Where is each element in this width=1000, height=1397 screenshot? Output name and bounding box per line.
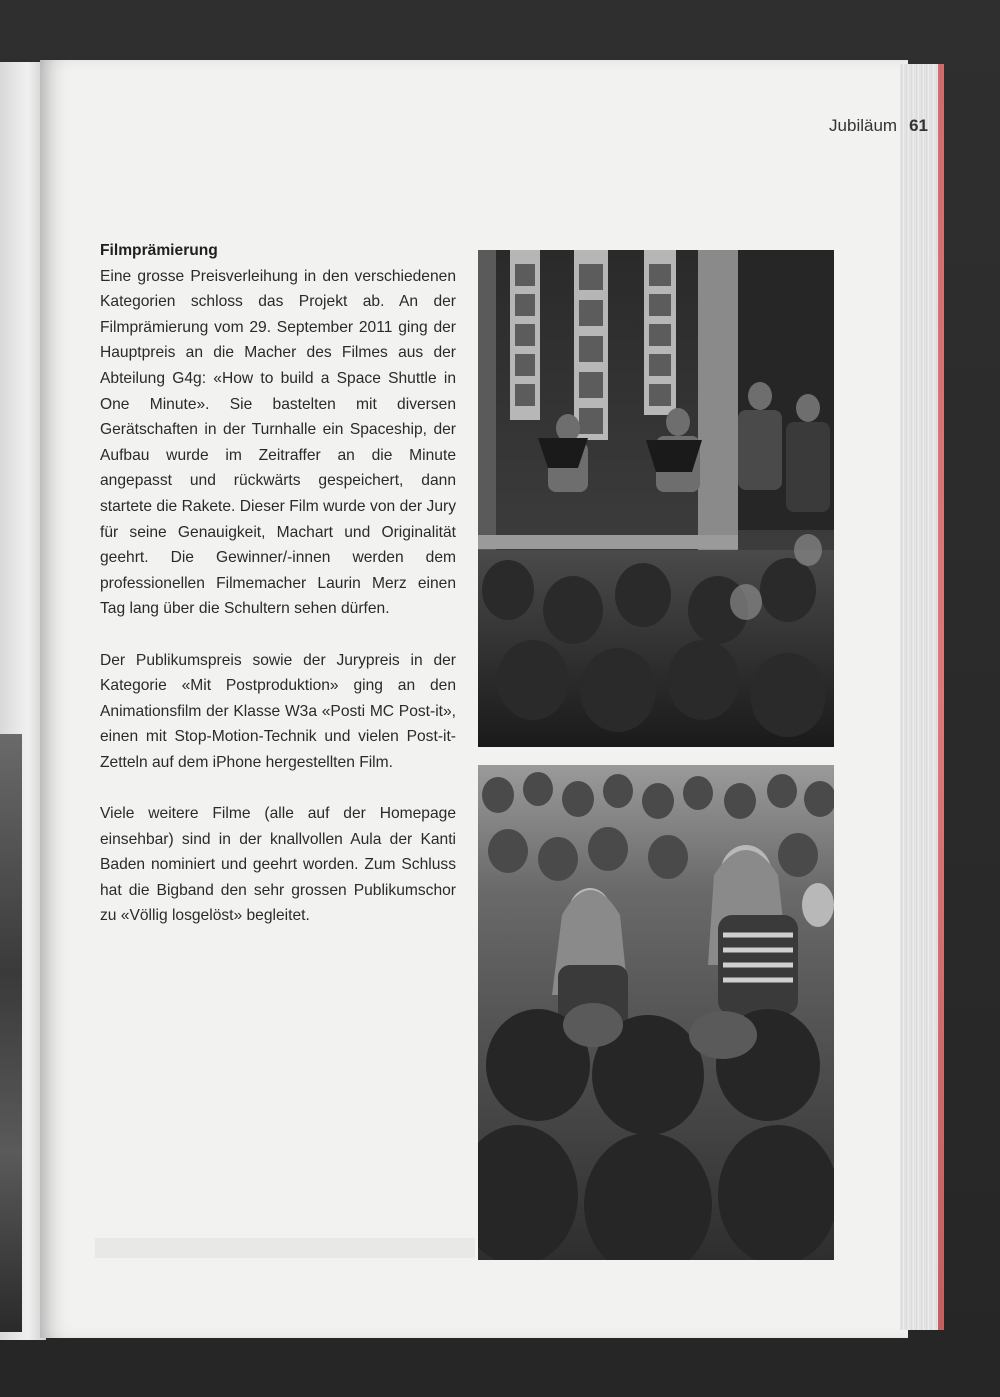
audience-photo-image (478, 765, 834, 1260)
page-number: 61 (909, 116, 928, 135)
running-header (829, 116, 928, 136)
stage-photo (478, 250, 834, 747)
audience-photo (478, 765, 834, 1260)
article-column (100, 238, 456, 955)
paragraph-3: Viele weitere Filme (alle auf der Homepage einsehbar) sind in der knallvollen Aula der Kanti Baden nominiert und geehrt worden. Zum Schluss hat die Bigband den sehr grossen Publikumschor zu «Völlig losgelöst» begleitet. (100, 805, 456, 925)
page-stack-edge (900, 64, 944, 1330)
left-page-photo-fragment (0, 734, 22, 1332)
paragraph-1: Eine grosse Preisverleihung in den verschiedenen Kategorien schloss das Projekt ab. An der Filmprämierung vom 29. September 2011 ging der Hauptpreis an die Macher des Filmes aus der Abteilung G4g: «How to build a Space Shuttle in One Minute». Sie bastelten mit diversen Gerätschaften in der Turnhalle ein Spaceship, der Aufbau wurde im Zeitraffer an die Minute angepasst und rückwärts gespeichert, dann startete die Rakete. Dieser Film wurde von der Jury für seine Genauigkeit, Machart und Originalität geehrt. Die Gewinner/-innen werden dem professionellen Filmemacher Laurin Merz einen Tag lang über die Schultern sehen dürfen. (100, 267, 456, 618)
red-edge-stripe (938, 64, 944, 1330)
article-heading: Filmprämierung (100, 242, 218, 259)
stage-photo-image (478, 250, 834, 747)
paragraph-2: Der Publikumspreis sowie der Jurypreis in der Kategorie «Mit Postproduktion» ging an den Animationsfilm der Klasse W3a «Posti MC Post-it», einen mit Stop-Motion-Technik und vielen Post-it-Zetteln auf dem iPhone hergestellten Film. (100, 651, 456, 771)
chapter-title: Jubiläum (829, 116, 898, 135)
grey-background-box (95, 1238, 475, 1258)
